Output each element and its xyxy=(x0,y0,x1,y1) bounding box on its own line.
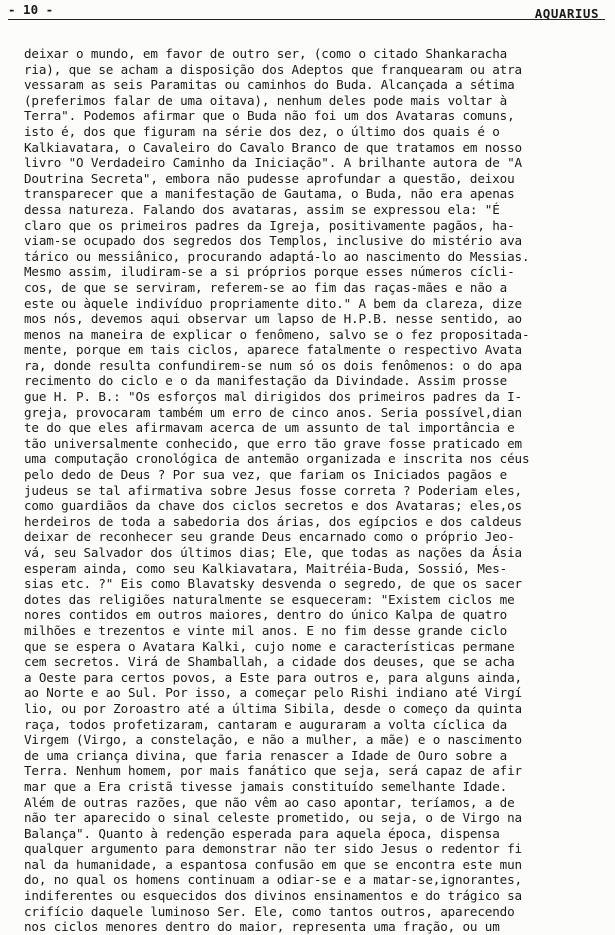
text-line: deixar de reconhecer seu grande Deus encarnado como o próprio Jeo- xyxy=(24,529,515,545)
text-line: Balança". Quanto à redenção esperada para aquela época, dispensa xyxy=(24,825,500,841)
text-line: nores contidos em outros maiores, dentro do único Kalpa de quatro xyxy=(24,607,508,623)
text-line: greja, provocaram também um erro de cinco anos. Seria possível,dian xyxy=(24,404,522,420)
text-line: como guardiãos da chave dos ciclos secretos e dos Avataras; eles,os xyxy=(24,498,522,514)
text-line: Mesmo assim, iludiram-se a si próprios porque esses números cícli- xyxy=(24,264,515,280)
text-line: mar que a Era cristã tivesse jamais constituído semelhante Idade. xyxy=(24,778,508,794)
text-line: nal da humanidade, a espantosa confusão em que se encontra este mun xyxy=(24,856,522,872)
header-rule xyxy=(8,19,605,20)
text-line: raça, todos profetizaram, cantaram e auguraram a volta cíclica da xyxy=(24,716,508,732)
text-line: dessa natureza. Falando dos avataras, assim se expressou ela: "É xyxy=(24,201,500,217)
text-line: que se espera o Avatara Kalki, cujo nome e características permane xyxy=(24,638,515,654)
text-line: tárico ou messiânico, procurando adaptá-lo ao nascimento do Messias. xyxy=(24,248,530,264)
text-line: qualquer argumento para demonstrar não ter sido Jesus o redentor fi xyxy=(24,841,522,857)
text-line: Doutrina Secreta", embora não pudesse aprofundar a questão, deixou xyxy=(24,170,515,186)
text-line: Terra. Nenhum homem, por mais fanático que seja, será capaz de afir xyxy=(24,763,522,779)
text-line: ao Norte e ao Sul. Por isso, a começar pelo Rishi indiano até Virgí xyxy=(24,685,522,701)
text-line: gue H. P. B.: "Os esforços mal dirigidos dos primeiros padres da I- xyxy=(24,389,522,405)
text-line: te do que eles afirmavam acerca de um assunto de tal importância e xyxy=(24,420,515,436)
page-number: - 10 - xyxy=(8,2,54,17)
text-line: dotes das religiões naturalmente se esqueceram: "Existem ciclos me xyxy=(24,591,515,607)
text-line: recimento do ciclo e o da manifestação da Divindade. Assim prosse xyxy=(24,373,508,389)
text-line: este ou àquele indivíduo propriamente dito." A bem da clareza, dize xyxy=(24,295,522,311)
text-line: a Oeste para certos povos, a Este para outros e, para alguns ainda, xyxy=(24,669,522,685)
text-line: do, no qual os homens continuam a odiar-se e a matar-se,ignorantes, xyxy=(24,872,522,888)
text-line: viam-se ocupado dos segredos dos Templos, inclusive do mistério ava xyxy=(24,233,522,249)
text-line: de uma criança divina, que faria renascer a Idade de Ouro sobre a xyxy=(24,747,508,763)
text-line: deixar o mundo, em favor de outro ser, (como o citado Shankaracha xyxy=(24,46,508,61)
text-line: herdeiros de toda a sabedoria dos árias, dos egípcios e dos caldeus xyxy=(24,513,522,529)
text-line: cos, de que se serviram, referem-se ao fim das raças-mães e não a xyxy=(24,279,508,295)
text-line: vessaram as seis Paramitas ou caminhos do Buda. Alcançada a sétima xyxy=(24,77,515,93)
text-line: milhões e trezentos e vinte mil anos. E no fim desse grande ciclo xyxy=(24,622,508,638)
text-line: uma computação cronológica de antemão organizada e inscrita nos céus xyxy=(24,451,530,467)
body-text xyxy=(8,46,605,935)
text-line: Além de outras razões, que não vêm ao caso apontar, teríamos, a de xyxy=(24,794,515,810)
page-header xyxy=(8,0,605,22)
text-line: mos nós, devemos aqui observar um lapso de H.P.B. nesse sentido, ao xyxy=(24,311,522,327)
text-line: judeus se tal afirmativa sobre Jesus fosse correta ? Poderiam eles, xyxy=(24,482,522,498)
text-line: esperam ainda, como seu Kalkiavatara, Maitréia-Buda, Sossió, Mes- xyxy=(24,560,508,576)
text-line: mente, porque em tais ciclos, aparece fatalmente o respectivo Avata xyxy=(24,342,522,358)
text-line: Kalkiavatara, o Cavaleiro do Cavalo Branco de que tratamos em nosso xyxy=(24,139,522,155)
running-head: AQUARIUS xyxy=(534,6,599,21)
text-line: lio, ou por Zoroastro até a última Sibila, desde o começo da quinta xyxy=(24,700,522,716)
text-line: isto é, dos que figuram na série dos dez, o último dos quais é o xyxy=(24,123,500,139)
text-line: ra, donde resulta confundirem-se num só os dois fenômenos: o do apa xyxy=(24,357,522,373)
text-line: pelo dedo de Deus ? Por sua vez, que fariam os Iniciados pagãos e xyxy=(24,467,508,483)
text-line: (preferimos falar de uma oitava), nenhum deles pode mais voltar à xyxy=(24,92,508,108)
text-line: livro "O Verdadeiro Caminho da Iniciação". A brilhante autora de "A xyxy=(24,155,522,171)
text-line: crifício daquele luminoso Ser. Ele, como tantos outros, aparecendo xyxy=(24,903,515,919)
text-line: sias etc. ?" Eis como Blavatsky desvenda o segredo, de que os sacer xyxy=(24,576,522,592)
text-line: indiferentes ou esquecidos dos divinos ensinamentos e do trágico sa xyxy=(24,888,522,904)
text-line: vá, seu Salvador dos últimos dias; Ele, que todas as nações da Ásia xyxy=(24,545,522,560)
text-line: transparecer que a manifestação de Gautama, o Buda, não era apenas xyxy=(24,186,515,202)
text-line: não ter aparecido o sinal celeste prometido, ou seja, o de Virgo na xyxy=(24,810,522,826)
text-line: Terra". Podemos afirmar que o Buda não foi um dos Avataras comuns, xyxy=(24,108,515,124)
text-line: claro que os primeiros padres da Igreja, positivamente pagãos, ha- xyxy=(24,217,515,233)
text-line: nos ciclos menores dentro do maior, representa uma fração, ou um xyxy=(24,919,500,935)
text-line: cem secretos. Virá de Shamballah, a cidade dos deuses, que se acha xyxy=(24,654,515,670)
text-line: ria), que se acham a disposição dos Adeptos que franquearam ou atra xyxy=(24,61,522,77)
text-line: tão universalmente conhecido, que erro tão grave fosse praticado em xyxy=(24,435,522,451)
text-line: Virgem (Virgo, a constelação, e não a mulher, a mãe) e o nascimento xyxy=(24,732,522,748)
text-line: menos na maneira de explicar o fenômeno, salvo se o fez propositada- xyxy=(24,326,530,342)
